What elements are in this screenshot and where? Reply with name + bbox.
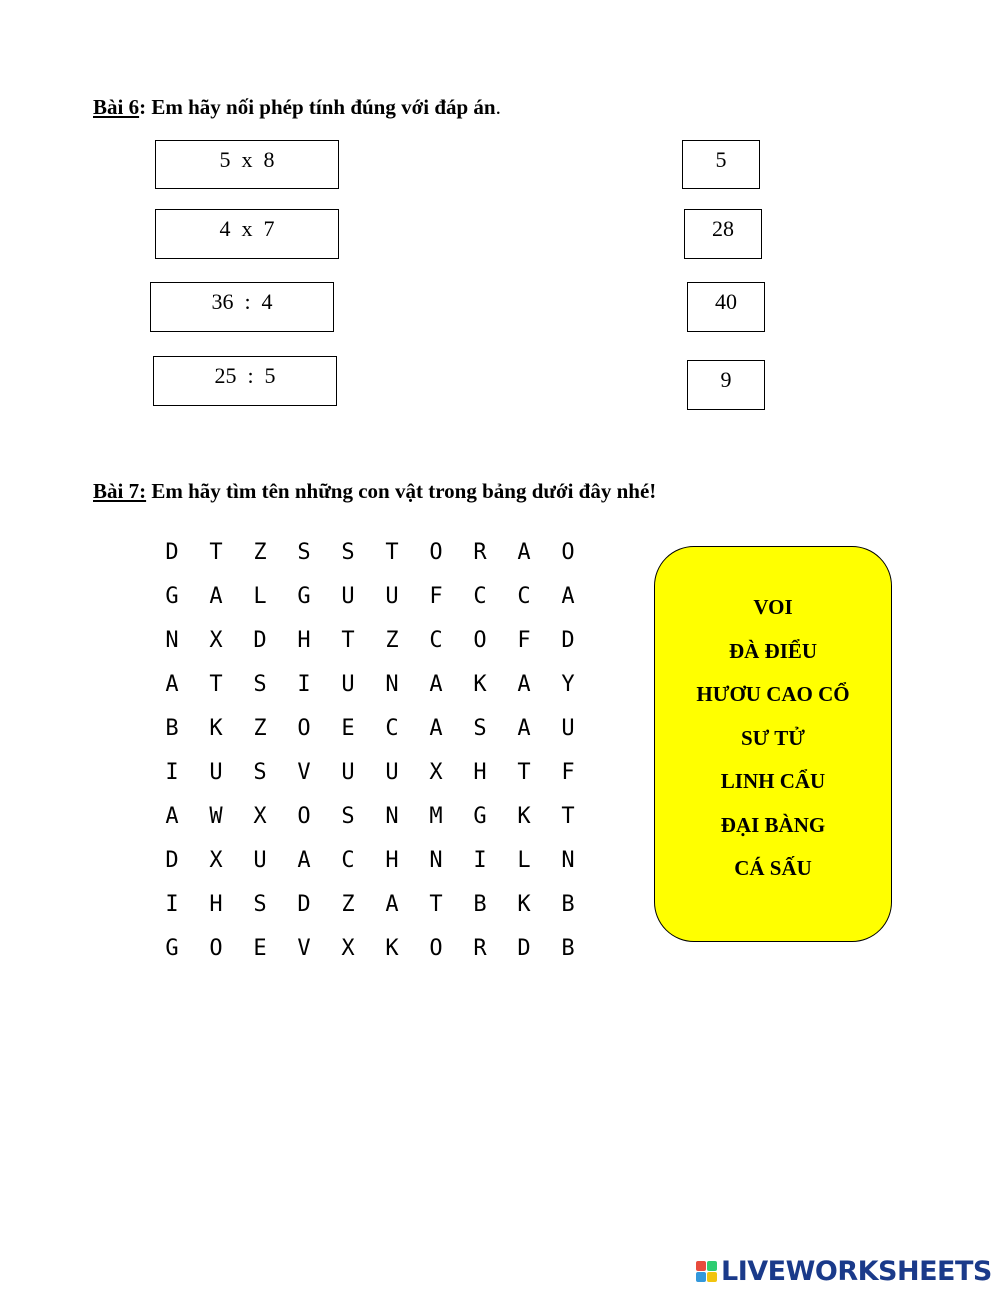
grid-letter[interactable]: A — [517, 715, 531, 741]
grid-letter[interactable]: A — [517, 539, 531, 565]
grid-letter[interactable]: D — [561, 627, 575, 653]
grid-letter[interactable]: H — [473, 759, 487, 785]
grid-letter[interactable]: X — [209, 847, 223, 873]
grid-letter[interactable]: U — [253, 847, 267, 873]
grid-letter[interactable]: C — [341, 847, 355, 873]
grid-letter[interactable]: G — [297, 583, 311, 609]
grid-letter[interactable]: A — [561, 583, 575, 609]
expression-box[interactable]: 36 : 4 — [150, 282, 334, 332]
grid-letter[interactable]: O — [297, 803, 311, 829]
grid-letter[interactable]: T — [385, 539, 399, 565]
grid-letter[interactable]: L — [253, 583, 267, 609]
grid-letter[interactable]: A — [429, 715, 443, 741]
grid-letter[interactable]: S — [253, 671, 267, 697]
logo-square — [707, 1261, 717, 1271]
exercise-7-heading — [93, 479, 656, 504]
grid-letter[interactable]: T — [209, 539, 223, 565]
grid-letter[interactable]: E — [253, 935, 267, 961]
grid-letter[interactable]: V — [297, 935, 311, 961]
word-list-item: CÁ SẤU — [734, 856, 812, 880]
grid-letter[interactable]: N — [165, 627, 179, 653]
grid-letter[interactable]: O — [473, 627, 487, 653]
grid-letter[interactable]: B — [165, 715, 179, 741]
word-list-box — [654, 546, 892, 942]
expression-box[interactable]: 4 x 7 — [155, 209, 339, 259]
exercise-7-instruction: Em hãy tìm tên những con vật trong bảng dưới đây nhé! — [146, 479, 657, 503]
grid-letter[interactable]: O — [209, 935, 223, 961]
grid-letter[interactable]: N — [561, 847, 575, 873]
grid-letter[interactable]: K — [517, 891, 531, 917]
exercise-6-label: Bài 6 — [93, 95, 140, 119]
grid-letter[interactable]: T — [341, 627, 355, 653]
grid-letter[interactable]: K — [209, 715, 223, 741]
grid-letter[interactable]: C — [473, 583, 487, 609]
grid-letter[interactable]: L — [517, 847, 531, 873]
exercise-6-instruction: : Em hãy nối phép tính đúng với đáp án — [139, 95, 496, 119]
logo-square — [696, 1261, 706, 1271]
grid-letter[interactable]: A — [517, 671, 531, 697]
expression-box[interactable]: 25 : 5 — [153, 356, 337, 406]
grid-letter[interactable]: S — [341, 803, 355, 829]
grid-letter[interactable]: Y — [561, 671, 575, 697]
grid-letter[interactable]: X — [253, 803, 267, 829]
grid-letter[interactable]: H — [209, 891, 223, 917]
grid-letter[interactable]: D — [165, 847, 179, 873]
grid-letter[interactable]: U — [561, 715, 575, 741]
grid-letter[interactable]: I — [473, 847, 487, 873]
grid-letter[interactable]: G — [165, 935, 179, 961]
grid-letter[interactable]: C — [517, 583, 531, 609]
grid-letter[interactable]: Z — [341, 891, 355, 917]
exercise-6-period: . — [495, 95, 501, 119]
grid-letter[interactable]: B — [473, 891, 487, 917]
word-list-item: VOI — [753, 595, 793, 619]
logo-text: LIVEWORKSHEETS — [721, 1255, 992, 1287]
grid-letter[interactable]: D — [517, 935, 531, 961]
grid-letter[interactable]: D — [165, 539, 179, 565]
grid-letter[interactable]: R — [473, 935, 487, 961]
grid-letter[interactable]: U — [341, 671, 355, 697]
grid-letter[interactable]: U — [341, 759, 355, 785]
answer-box[interactable]: 5 — [682, 140, 760, 189]
expression-box[interactable]: 5 x 8 — [155, 140, 339, 189]
grid-letter[interactable]: A — [165, 671, 179, 697]
logo-square — [696, 1272, 706, 1282]
grid-letter[interactable]: Z — [253, 715, 267, 741]
liveworksheets-logo — [696, 1254, 992, 1288]
grid-letter[interactable]: S — [297, 539, 311, 565]
word-list-item: ĐẠI BÀNG — [720, 812, 826, 837]
grid-letter[interactable]: D — [297, 891, 311, 917]
grid-letter[interactable]: I — [165, 759, 179, 785]
grid-letter[interactable]: A — [385, 891, 399, 917]
liveworksheets-logo-icon — [696, 1261, 717, 1282]
word-list-item: HƯƠU CAO CỔ — [696, 682, 850, 706]
grid-letter[interactable]: A — [165, 803, 179, 829]
grid-letter[interactable]: V — [297, 759, 311, 785]
grid-letter[interactable]: M — [429, 803, 443, 829]
grid-letter[interactable]: K — [473, 671, 487, 697]
answer-box[interactable]: 9 — [687, 360, 765, 410]
grid-letter[interactable]: R — [473, 539, 487, 565]
grid-letter[interactable]: N — [429, 847, 443, 873]
grid-letter[interactable]: D — [253, 627, 267, 653]
exercise-7-label: Bài 7: — [93, 479, 147, 503]
grid-letter[interactable]: S — [473, 715, 487, 741]
grid-letter[interactable]: X — [209, 627, 223, 653]
grid-letter[interactable]: U — [385, 583, 399, 609]
grid-letter[interactable]: Z — [253, 539, 267, 565]
grid-letter[interactable]: H — [297, 627, 311, 653]
grid-letter[interactable]: T — [517, 759, 531, 785]
grid-letter[interactable]: X — [429, 759, 443, 785]
grid-letter[interactable]: K — [385, 935, 399, 961]
answer-box[interactable]: 28 — [684, 209, 762, 259]
grid-letter[interactable]: G — [473, 803, 487, 829]
grid-letter[interactable]: F — [561, 759, 575, 785]
grid-letter[interactable]: A — [297, 847, 311, 873]
grid-letter[interactable]: N — [385, 671, 399, 697]
grid-letter[interactable]: O — [429, 935, 443, 961]
grid-letter[interactable]: G — [165, 583, 179, 609]
grid-letter[interactable]: A — [209, 583, 223, 609]
grid-letter[interactable]: O — [429, 539, 443, 565]
grid-letter[interactable]: U — [341, 583, 355, 609]
logo-square — [707, 1272, 717, 1282]
grid-letter[interactable]: N — [385, 803, 399, 829]
answer-box[interactable]: 40 — [687, 282, 765, 332]
word-search-grid[interactable] — [150, 530, 590, 970]
exercise-6-heading — [93, 95, 501, 120]
grid-letter[interactable]: O — [561, 539, 575, 565]
grid-letter[interactable]: T — [561, 803, 575, 829]
grid-letter[interactable]: C — [385, 715, 399, 741]
word-list-item: ĐÀ ĐIỂU — [728, 638, 818, 663]
grid-letter[interactable]: X — [341, 935, 355, 961]
grid-letter[interactable]: Z — [385, 627, 399, 653]
grid-letter[interactable]: F — [429, 583, 443, 609]
word-list-item: LINH CẨU — [720, 769, 826, 793]
grid-letter[interactable]: U — [209, 759, 223, 785]
grid-letter[interactable]: H — [385, 847, 399, 873]
grid-letter[interactable]: K — [517, 803, 531, 829]
grid-letter[interactable]: A — [429, 671, 443, 697]
grid-letter[interactable]: S — [253, 891, 267, 917]
grid-letter[interactable]: T — [429, 891, 443, 917]
grid-letter[interactable]: I — [165, 891, 179, 917]
grid-letter[interactable]: S — [253, 759, 267, 785]
grid-letter[interactable]: S — [341, 539, 355, 565]
word-list-item: SƯ TỬ — [741, 725, 805, 750]
grid-letter[interactable]: U — [385, 759, 399, 785]
grid-letter[interactable]: W — [209, 803, 223, 829]
grid-letter[interactable]: B — [561, 935, 575, 961]
grid-letter[interactable]: C — [429, 627, 443, 653]
grid-letter[interactable]: E — [341, 715, 355, 741]
grid-letter[interactable]: F — [517, 627, 531, 653]
grid-letter[interactable]: I — [297, 671, 311, 697]
grid-letter[interactable]: B — [561, 891, 575, 917]
grid-letter[interactable]: T — [209, 671, 223, 697]
grid-letter[interactable]: O — [297, 715, 311, 741]
